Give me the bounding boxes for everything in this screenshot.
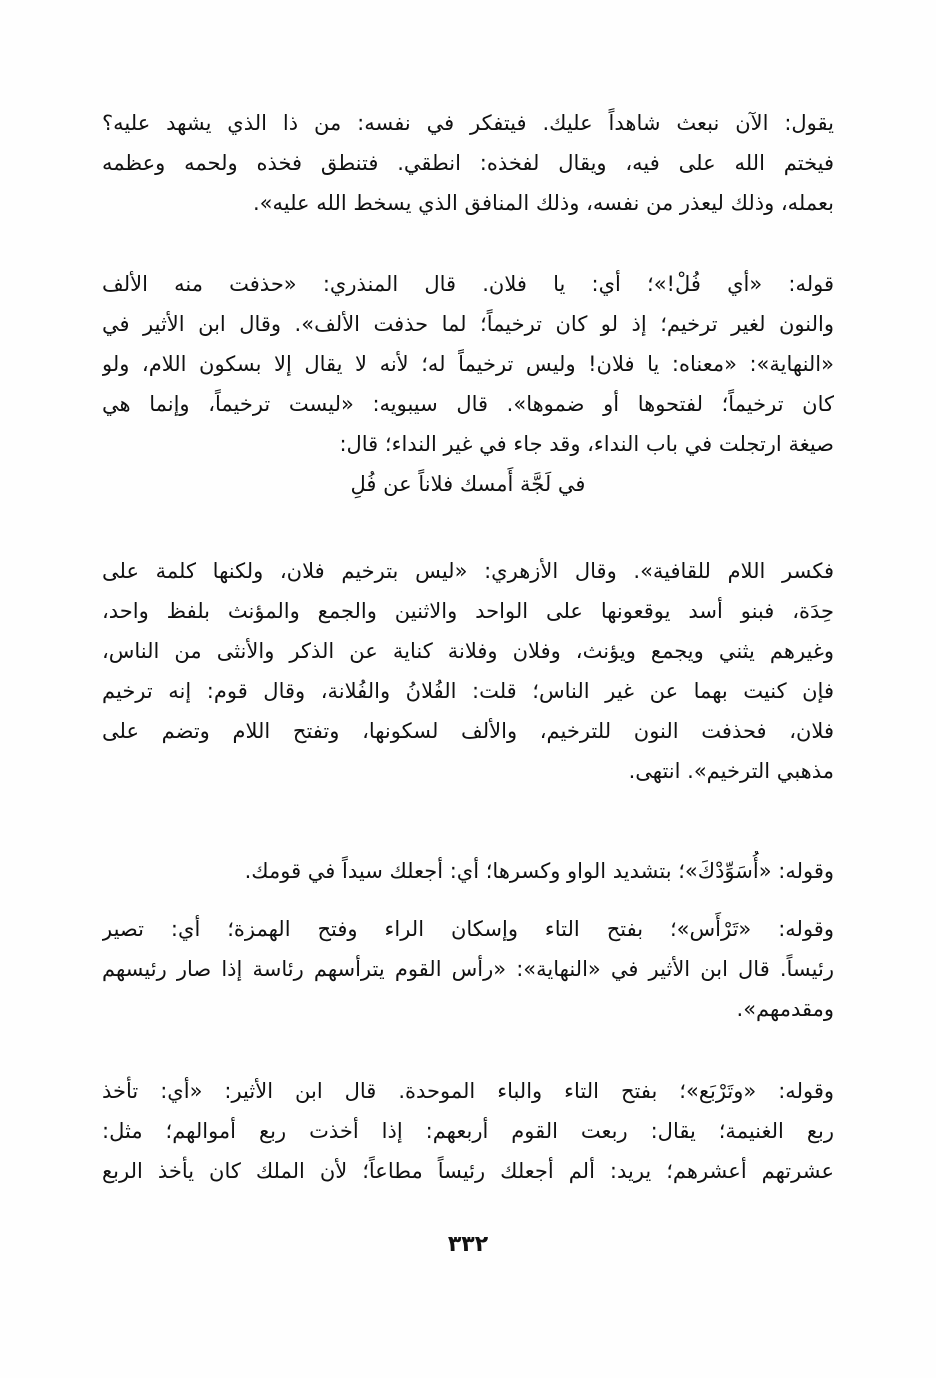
paragraph-5 (102, 909, 834, 1029)
poetry-verse: في لَجَّة أَمسك فلاناً عن فُلِ (350, 472, 586, 496)
text-line: صيغة ارتجلت في باب النداء، وقد جاء في غير النداء؛ قال: (339, 432, 834, 456)
text-line: ربع الغنيمة؛ يقال: ربعت القوم أربعهم: إذا أخذت ربع أموالهم؛ مثل: (102, 1119, 834, 1143)
paragraph-4 (102, 851, 834, 891)
text-line: حِدَة، فبنو أسد يوقعونها على الواحد والاثنين والجمع والمؤنث بلفظ واحد، (102, 599, 834, 623)
text-line: عشرتهم أعشرهم؛ يريد: ألم أجعلك رئيساً مطاعاً؛ لأن الملك كان يأخذ الربع (102, 1159, 834, 1183)
page-number: ٣٣٢ (447, 1232, 489, 1257)
text-line: وقوله: «أُسَوِّدْكَ»؛ بتشديد الواو وكسرها؛ أي: أجعلك سيداً في قومك. (244, 859, 834, 883)
paragraph-6 (102, 1071, 834, 1191)
text-line: مذهبي الترخيم». انتهى. (628, 759, 834, 783)
paragraph-3 (102, 551, 834, 791)
text-line: وغيرهم يثني ويجمع ويؤنث، وفلان وفلانة كناية عن الذكر والأنثى من الناس، (102, 639, 834, 663)
text-line: ومقدمهم». (736, 997, 834, 1021)
text-line: بعمله، وذلك ليعذر من نفسه، وذلك المنافق الذي يسخط الله عليه». (252, 191, 834, 215)
text-line: كان ترخيماً؛ لفتحوها أو ضموها». قال سيبويه: «ليست ترخيماً، وإنما هي (102, 392, 834, 416)
text-line: وقوله: «وتَرْبَع»؛ بفتح التاء والباء الموحدة. قال ابن الأثير: «أي: تأخذ (102, 1079, 834, 1103)
paragraph-2 (102, 264, 834, 504)
text-line: فيختم الله على فيه، ويقال لفخذه: انطقي. فتنطق فخذه ولحمه وعظمه (102, 151, 834, 175)
paragraph-1 (102, 103, 834, 223)
text-line: فإن كنيت بهما عن غير الناس؛ قلت: الفُلانُ والفُلانة، وقال قوم: إنه ترخيم (102, 679, 834, 703)
text-line: يقول: الآن نبعث شاهداً عليك. فيتفكر في نفسه: من ذا الذي يشهد عليه؟ (102, 111, 834, 135)
text-line: «النهاية»: «معناه: يا فلان! وليس ترخيماً له؛ لأنه لا يقال إلا بسكون اللام، ولو (102, 352, 834, 376)
text-line: وقوله: «تَرْأَس»؛ بفتح التاء وإسكان الراء وفتح الهمزة؛ أي: تصير (102, 917, 834, 941)
text-line: قوله: «أي فُلْ!»؛ أي: يا فلان. قال المنذري: «حذفت منه الألف (102, 272, 834, 296)
text-line: رئيساً. قال ابن الأثير في «النهاية»: «رأس القوم يترأسهم رئاسة إذا صار رئيسهم (102, 957, 834, 981)
text-line: والنون لغير ترخيم؛ إذ لو كان ترخيماً؛ لما حذفت الألف». وقال ابن الأثير في (102, 312, 834, 336)
text-line: فكسر اللام للقافية». وقال الأزهري: «ليس بترخيم فلان، ولكنها كلمة على (102, 559, 834, 583)
text-line: فلان، فحذفت النون للترخيم، والألف لسكونها، وتفتح اللام وتضم على (102, 719, 834, 743)
